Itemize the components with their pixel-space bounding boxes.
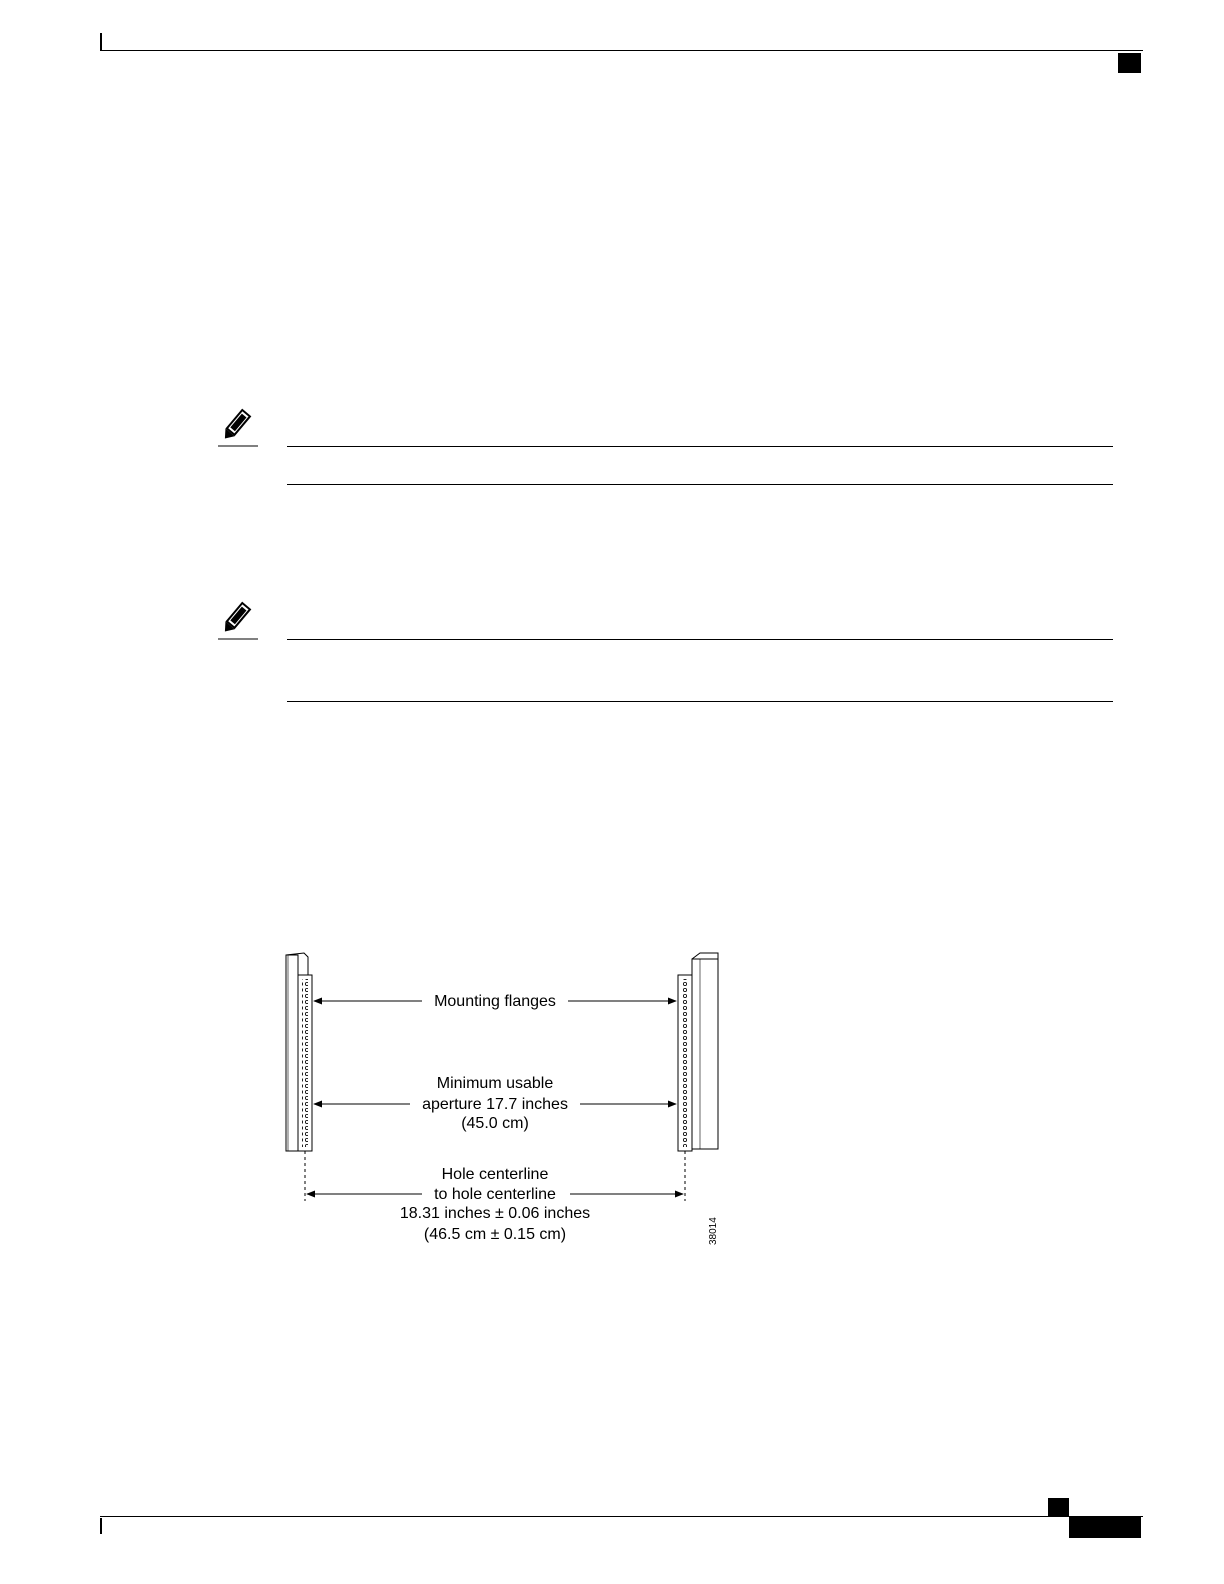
hole-label-line3: 18.31 inches ± 0.06 inches [399, 1205, 591, 1222]
note-top-rule [287, 446, 1113, 447]
hole-label-line2: to hole centerline [434, 1186, 556, 1203]
pencil-note-icon [216, 408, 260, 448]
hole-label-line4: (46.5 cm ± 0.15 cm) [423, 1226, 567, 1243]
header-rule [100, 50, 1143, 51]
footer-page-marker [1069, 1517, 1141, 1538]
note-bottom-rule [287, 701, 1113, 702]
pencil-note-icon [216, 601, 260, 641]
aperture-label-line1: Minimum usable [436, 1075, 554, 1092]
note-top-rule [287, 639, 1113, 640]
mounting-flanges-label: Mounting flanges [434, 993, 556, 1010]
figure-id-label: 38014 [708, 1217, 719, 1245]
footer-tick [100, 1518, 102, 1534]
hole-label-line1: Hole centerline [441, 1166, 549, 1183]
right-rack-rail [678, 953, 718, 1151]
footer-rule [100, 1516, 1143, 1517]
header-tick [100, 33, 102, 51]
header-page-marker [1118, 53, 1141, 73]
left-rack-rail [286, 953, 312, 1151]
aperture-label-line3: (45.0 cm) [461, 1115, 529, 1132]
aperture-label-line2: aperture 17.7 inches [422, 1096, 568, 1113]
rack-dimensions-figure [280, 945, 740, 1255]
footer-marker-small [1048, 1498, 1069, 1517]
note-bottom-rule [287, 484, 1113, 485]
